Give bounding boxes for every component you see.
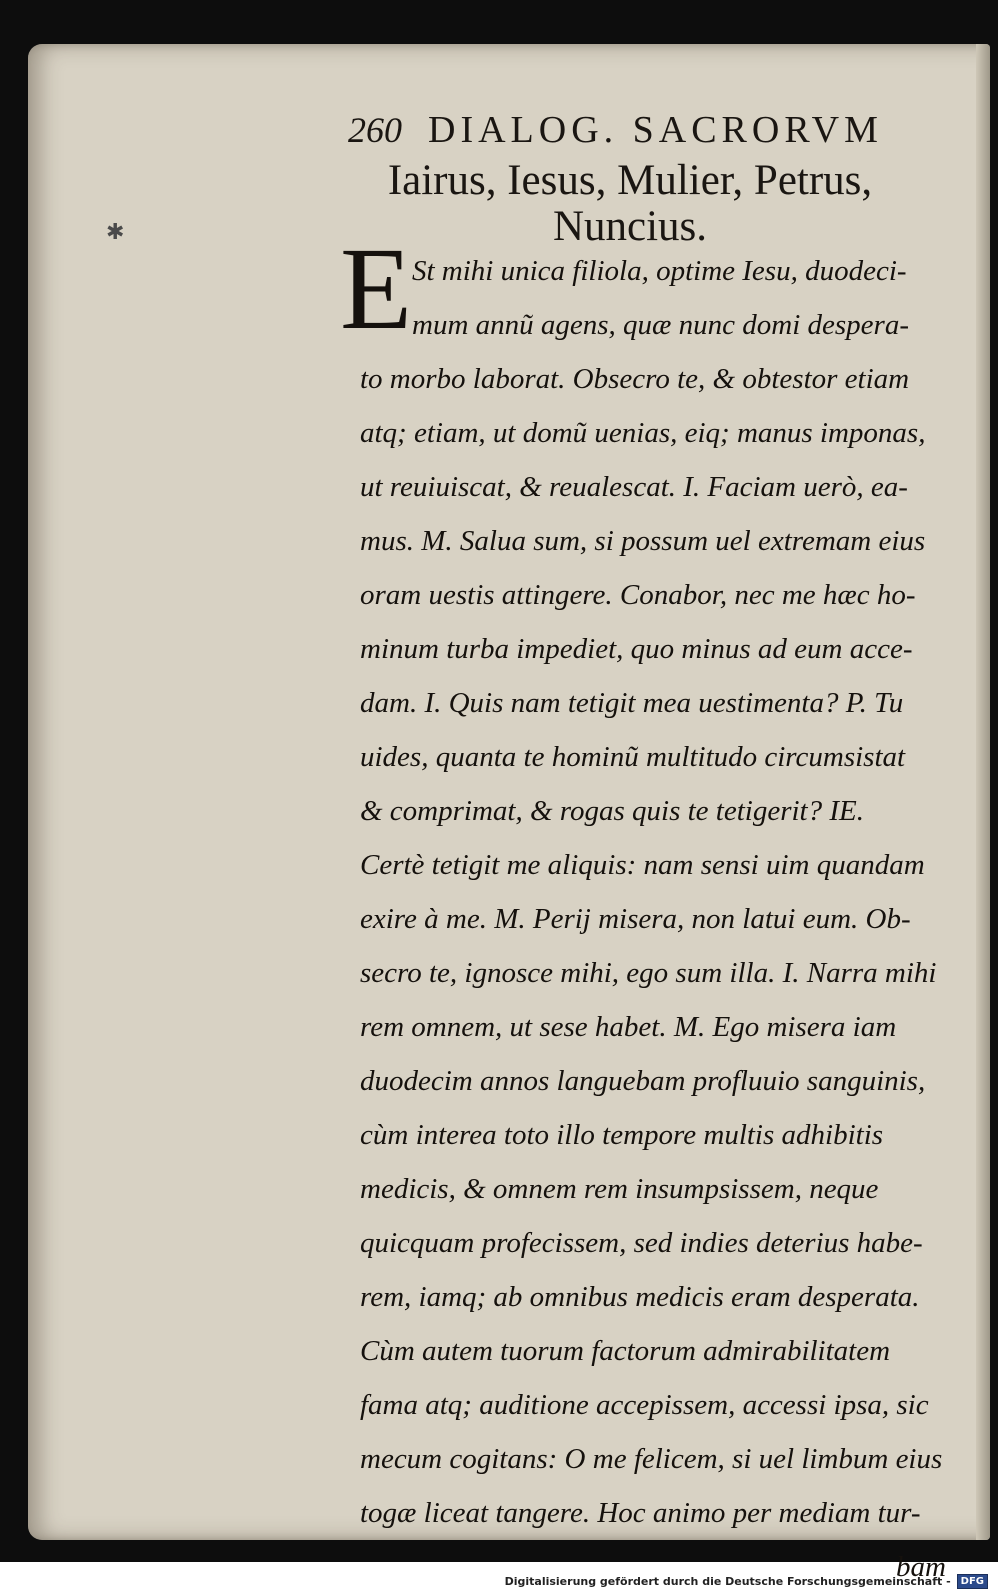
text-line: St mihi unica filiola, optime Iesu, duodeci-	[412, 255, 907, 287]
text-line: ut reuiuiscat, & reualescat. I. Faciam uerò, ea-	[360, 471, 908, 503]
text-line: duodecim annos languebam profluuio sanguinis,	[360, 1065, 926, 1097]
running-head: DIALOG. SACRORVM	[428, 109, 883, 151]
text-line: & comprimat, & rogas quis te tetigerit? IE.	[360, 795, 864, 827]
text-line: togæ liceat tangere. Hoc animo per mediam tur-	[360, 1497, 921, 1529]
text-line: oram uestis attingere. Conabor, nec me hæc ho-	[360, 579, 916, 611]
text-line: rem, iamq; ab omnibus medicis eram desperata.	[360, 1281, 920, 1313]
body-text	[360, 244, 960, 1594]
text-line: mecum cogitans: O me felicem, si uel limbum eius	[360, 1443, 943, 1475]
text-line: secro te, ignosce mihi, ego sum illa. I. Narra mihi	[360, 957, 937, 989]
catchword: bam	[896, 1551, 946, 1583]
text-line: fama atq; auditione accepissem, accessi ipsa, sic	[360, 1389, 929, 1421]
text-line: rem omnem, ut sese habet. M. Ego misera iam	[360, 1011, 897, 1043]
text-line: to morbo laborat. Obsecro te, & obtestor etiam	[360, 363, 910, 395]
text-line: medicis, & omnem rem insumpsissem, neque	[360, 1173, 879, 1205]
text-line: cùm interea toto illo tempore multis adhibitis	[360, 1119, 884, 1151]
text-line: uides, quanta te hominũ multitudo circumsistat	[360, 741, 906, 773]
page-edge	[976, 44, 990, 1540]
title-line: Iairus, Iesus, Mulier, Petrus,	[387, 157, 873, 204]
text-line: dam. I. Quis nam tetigit mea uestimenta? P. Tu	[360, 687, 904, 719]
dialogue-title	[330, 158, 930, 250]
dfg-logo[interactable]: DFG	[957, 1574, 988, 1589]
page-number: 260	[348, 110, 402, 150]
ink-spot-icon: ✱	[106, 220, 125, 245]
title-line: Nuncius.	[552, 203, 708, 250]
running-header	[348, 108, 908, 151]
text-line: Certè tetigit me aliquis: nam sensi uim quandam	[360, 849, 925, 881]
text-line: Cùm autem tuorum factorum admirabilitatem	[360, 1335, 891, 1367]
text-line: atq; etiam, ut domũ uenias, eiq; manus imponas,	[360, 417, 926, 449]
text-line: mum annũ agens, quæ nunc domi despera-	[412, 309, 909, 341]
digitization-credit-bar	[0, 1566, 1000, 1596]
drop-capital: E	[340, 223, 413, 354]
text-line: quicquam profecissem, sed indies deterius habe-	[360, 1227, 923, 1259]
text-line: mus. M. Salua sum, si possum uel extremam eius	[360, 525, 926, 557]
text-line: minum turba impediet, quo minus ad eum acce-	[360, 633, 913, 665]
text-line: exire à me. M. Perij misera, non latui eum. Ob-	[360, 903, 911, 935]
credit-text: Digitalisierung gefördert durch die Deutsche Forschungsgemeinschaft -	[504, 1574, 951, 1588]
